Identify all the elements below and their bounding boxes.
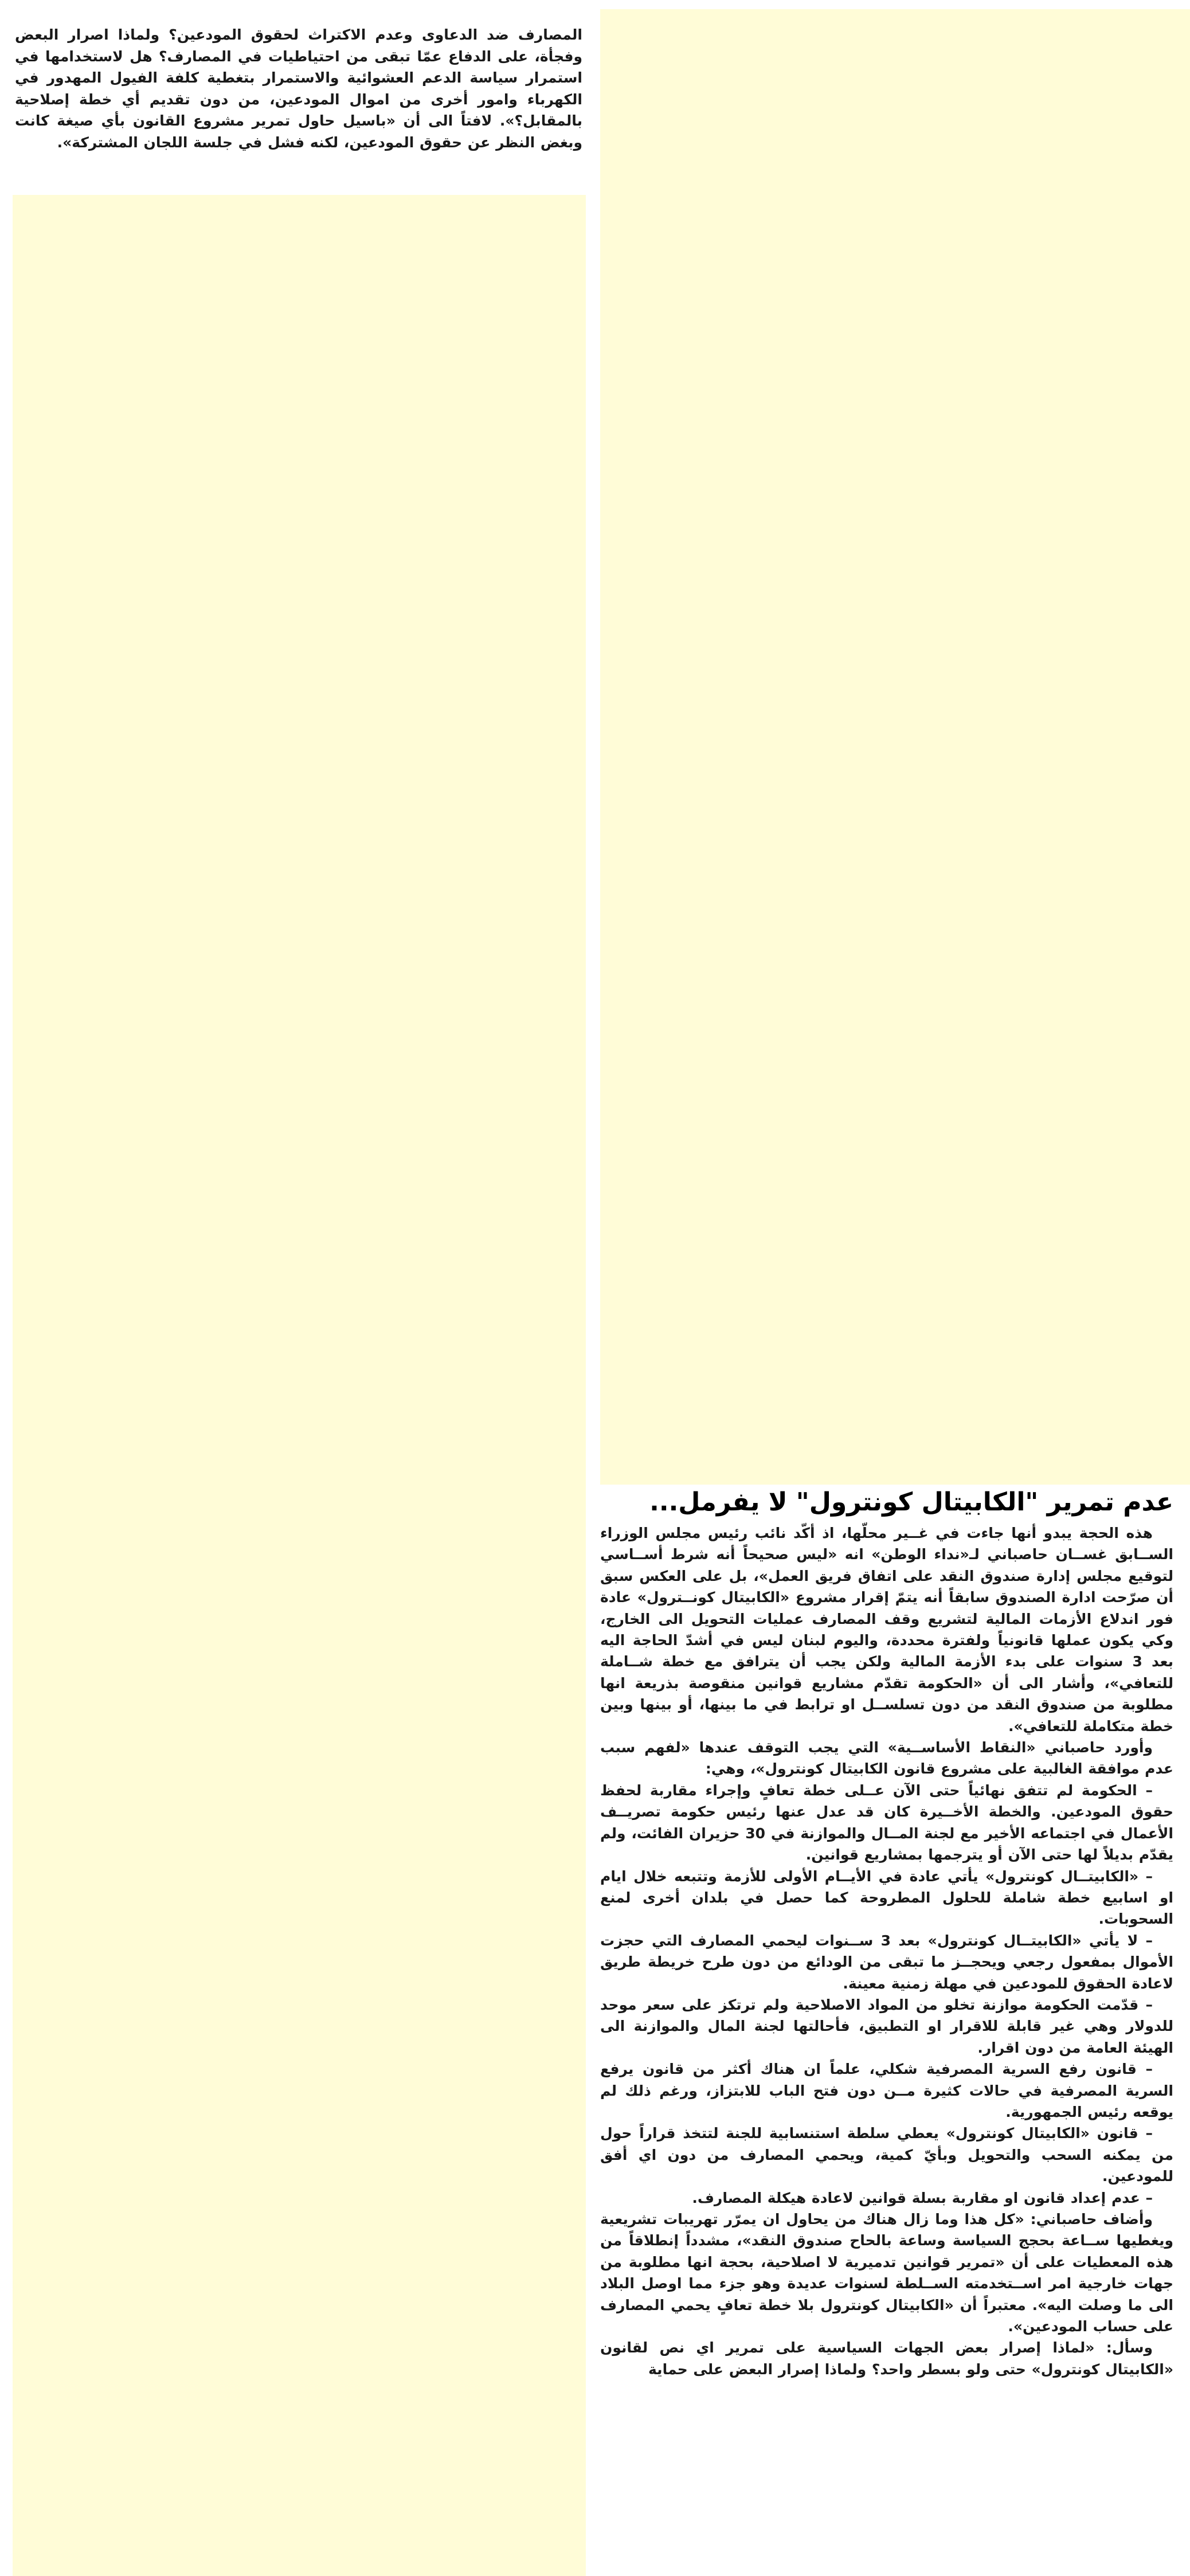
article-paragraph: – لا يأتي «الكابيتــال كونترول» بعد 3 ســنوات ليحمي المصارف التي حجزت الأموال بمفعول رجعي ويحجــز ما تبقى من الودائع من دون طرح خريطة طريق لاعادة الحقوق للمودعين في مهلة زمنية معينة.	[600, 1932, 1173, 1992]
article-paragraph: – عدم إعداد قانون او مقاربة بسلة قوانين لاعادة هيكلة المصارف.	[692, 2189, 1153, 2206]
article-paragraph: – قدّمت الحكومة موازنة تخلو من المواد الاصلاحية ولم ترتكز على سعر موحد للدولار وهي غير قابلة للاقرار او التطبيق، فأحالتها لجنة المال والموازنة الى الهيئة العامة من دون اقرار.	[600, 1996, 1173, 2056]
article-paragraph: وسأل: «لماذا إصرار بعض الجهات السياسية على تمرير اي نص لقانون «الكابيتال كونترول» حتى ولو بسطر واحد؟ ولماذا إصرار البعض على حماية	[600, 2339, 1173, 2378]
article-paragraph: وأورد حاصباني «النقاط الأساســية» التي يجب التوقف عندها «لفهم سبب عدم موافقة الغالبية على مشروع قانون الكابيتال كونترول»، وهي:	[600, 1739, 1173, 1778]
article-paragraph: – «الكابيتــال كونترول» يأتي عادة في الأيــام الأولى للأزمة وتتبعه خلال ايام او اسابيع خطة شاملة للحلول المطروحة كما حصل في بلدان أخرى لمنع السحوبات.	[600, 1868, 1173, 1928]
article-body	[600, 1522, 1173, 2380]
article-paragraph: هذه الحجة يبدو أنها جاءت في غــير محلّها، اذ أكّد نائب رئيس مجلس الوزراء الســابق غســان حاصباني لـ«نداء الوطن» انه «ليس صحيحاً أنه شرط أســاسي لتوقيع مجلس إدارة صندوق النقد على اتفاق فريق العمل»، بل على العكس سبق أن صرّحت ادارة الصندوق سابقاً أنه يتمّ إقرار مشروع «الكابيتال كونــترول» عادة فور اندلاع الأزمات المالية لتشريع وقف المصارف عمليات التحويل الى الخارج، وكي يكون عملها قانونياً ولفترة محددة، واليوم لبنان ليس في أشدّ الحاجة اليه بعد 3 سنوات على بدء الأزمة المالية ولكن يجب أن يترافق مع خطة شــاملة للتعافي»، وأشار الى أن «الحكومة تقدّم مشاريع قوانين منقوصة بذريعة انها مطلوبة من صندوق النقد من دون تسلســل او ترابط في ما بينها، أو بينها وبين خطة متكاملة للتعافي».	[600, 1525, 1173, 1735]
article	[600, 1485, 1179, 2380]
article-paragraph: وأضاف حاصباني: «كل هذا وما زال هناك من يحاول ان يمرّر تهريبات تشريعية ويغطيها ســاعة بحجج السياسة وساعة بالحاح صندوق النقد»، مشدداً إنطلاقاً من هذه المعطيات على أن «تمرير قوانين تدميرية لا اصلاحية، بحجة انها مطلوبة من جهات خارجية امر اســتخدمته الســلطة لسنوات عديدة وهو جزء مما اوصل البلاد الى ما وصلت اليه». معتبراً أن «الكابيتال كونترول بلا خطة تعافٍ يحمي المصارف على حساب المودعين».	[600, 2211, 1173, 2335]
right-column-panel	[600, 9, 1190, 1485]
left-column-panel	[13, 195, 586, 2576]
article-paragraph: – قانون «الكابيتال كونترول» يعطي سلطة استنسابية للجنة لتتخذ قراراً حول من يمكنه السحب والتحويل وبأيّ كمية، ويحمي المصارف من دون اي أفق للمودعين.	[600, 2125, 1173, 2185]
article-headline: عدم تمرير "الكابيتال كونترول" لا يفرمل...	[649, 1487, 1173, 1517]
continued-text-block: المصارف ضد الدعاوى وعدم الاكتراث لحقوق المودعين؟ ولماذا اصرار البعض وفجأة، على الدفاع عمّا تبقى من احتياطيات في المصارف؟ هل لاستخدامها في استمرار سياسة الدعم العشوائية والاستمرار بتغطية كلفة الفيول المهدور في الكهرباء وامور أخرى من اموال المودعين، من دون تقديم أي خطة إصلاحية بالمقابل؟». لافتاً الى أن «باسيل حاول تمرير مشروع القانون بأي صيغة كانت وبغض النظر عن حقوق المودعين، لكنه فشل في جلسة اللجان المشتركة».	[15, 26, 582, 151]
article-paragraph: – قانون رفع السرية المصرفية شكلي، علماً ان هناك أكثر من قانون يرفع السرية المصرفية في حالات كثيرة مــن دون فتح الباب للابتزاز، ورغم ذلك لم يوقعه رئيس الجمهورية.	[600, 2061, 1173, 2120]
article-paragraph: – الحكومة لم تتفق نهائياً حتى الآن عــلى خطة تعافٍ وإجراء مقاربة لحفظ حقوق المودعين. والخطة الأخــيرة كان قد عدل عنها رئيس حكومة تصريــف الأعمال في اجتماعه الأخير مع لجنة المــال والموازنة في 30 حزيران الفائت، ولم يقدّم بديلاً لها حتى الآن أو يترجمها بمشاريع قوانين.	[600, 1782, 1173, 1864]
